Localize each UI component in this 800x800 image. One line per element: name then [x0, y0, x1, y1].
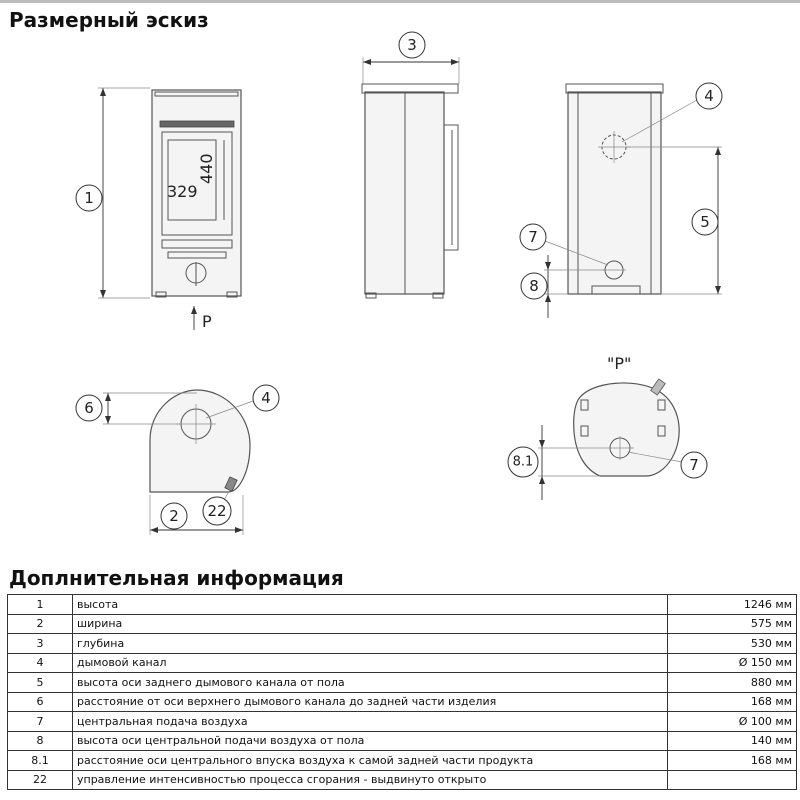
row-number: 8.1 — [8, 751, 73, 771]
row-value: 575 мм — [668, 614, 797, 634]
table-row — [8, 653, 797, 673]
table-row — [8, 673, 797, 693]
side-door-profile — [444, 125, 458, 250]
table-row — [8, 634, 797, 654]
row-description: дымовой канал — [73, 653, 668, 673]
window-width-label: 329 — [167, 182, 198, 201]
table-row — [8, 692, 797, 712]
row-number: 1 — [8, 595, 73, 615]
view-p-title: "P" — [607, 354, 632, 373]
dimension-drawing — [0, 28, 800, 563]
row-number: 8 — [8, 731, 73, 751]
bubble-5-label: 5 — [700, 213, 710, 231]
row-value: 1246 мм — [668, 595, 797, 615]
row-number: 22 — [8, 770, 73, 790]
top-border — [0, 0, 800, 3]
side-view — [362, 32, 459, 298]
bottom-view — [508, 354, 707, 500]
row-number: 3 — [8, 634, 73, 654]
row-number: 6 — [8, 692, 73, 712]
door-top-bar — [160, 121, 234, 127]
rear-view — [520, 83, 722, 318]
row-description: высота оси заднего дымового канала от пола — [73, 673, 668, 693]
row-number: 2 — [8, 614, 73, 634]
row-description: расстояние оси центрального впуска воздуха к самой задней части продукта — [73, 751, 668, 771]
rear-body — [568, 92, 661, 294]
top-outline — [150, 390, 250, 492]
table-row — [8, 595, 797, 615]
view-arrow-label: P — [202, 312, 212, 331]
bubble-4-rear-label: 4 — [704, 87, 714, 105]
row-value: 168 мм — [668, 692, 797, 712]
bubble-7-bottom-label: 7 — [689, 456, 699, 474]
row-number: 5 — [8, 673, 73, 693]
bubble-3-label: 3 — [407, 36, 417, 54]
row-description: глубина — [73, 634, 668, 654]
bubble-7-rear-label: 7 — [528, 228, 538, 246]
row-description: высота оси центральной подачи воздуха от пола — [73, 731, 668, 751]
row-number: 7 — [8, 712, 73, 732]
bottom-outline — [574, 383, 680, 476]
table-row — [8, 712, 797, 732]
row-value: 140 мм — [668, 731, 797, 751]
bubble-2-label: 2 — [169, 507, 179, 525]
row-value: 530 мм — [668, 634, 797, 654]
row-description: центральная подача воздуха — [73, 712, 668, 732]
window-height-label: 440 — [197, 153, 216, 184]
table-row — [8, 731, 797, 751]
bubble-8-1-label: 8.1 — [512, 454, 534, 470]
bubble-1-label: 1 — [84, 189, 94, 207]
bubble-4-top-label: 4 — [261, 389, 271, 407]
row-description: управление интенсивностью процесса сгорания - выдвинуто открыто — [73, 770, 668, 790]
row-value: Ø 150 мм — [668, 653, 797, 673]
row-value: Ø 100 мм — [668, 712, 797, 732]
table-row — [8, 751, 797, 771]
table-row — [8, 770, 797, 790]
info-title: Доплнительная информация — [9, 566, 344, 590]
table-row — [8, 614, 797, 634]
bubble-8-label: 8 — [529, 277, 539, 295]
top-view — [76, 385, 279, 535]
bubble-6-label: 6 — [84, 399, 94, 417]
sketch-title: Размерный эскиз — [9, 8, 209, 32]
bubble-22-label: 22 — [207, 502, 227, 520]
info-table — [7, 594, 797, 790]
row-description: расстояние от оси верхнего дымового канала до задней части изделия — [73, 692, 668, 712]
row-description: ширина — [73, 614, 668, 634]
row-value — [668, 770, 797, 790]
row-number: 4 — [8, 653, 73, 673]
row-value: 880 мм — [668, 673, 797, 693]
row-description: высота — [73, 595, 668, 615]
front-view — [76, 88, 241, 331]
row-value: 168 мм — [668, 751, 797, 771]
